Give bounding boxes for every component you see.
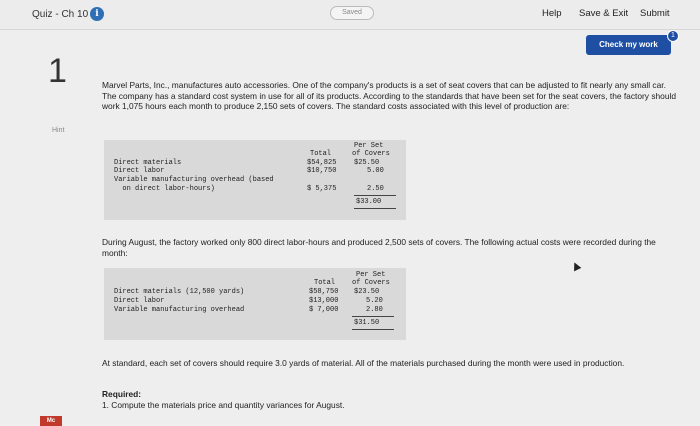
required-item: 1. Compute the materials price and quantity variances for August. [102, 399, 345, 410]
left-rail [0, 30, 88, 426]
help-link[interactable]: Help [542, 8, 562, 19]
required-section [102, 389, 677, 410]
header-of-covers: of Covers [352, 279, 390, 287]
saved-status-badge: Saved [330, 6, 374, 20]
row-per-set: $25.50 [354, 159, 380, 167]
row-total: $ 5,375 [307, 185, 337, 193]
top-bar [0, 0, 700, 30]
row-total: $ 7,000 [309, 306, 339, 314]
total-rule [352, 329, 394, 330]
cursor-arrow-icon [571, 261, 582, 272]
required-heading: Required: [102, 389, 142, 399]
row-label: Direct labor [114, 167, 165, 175]
actual-cost-table [104, 268, 406, 340]
row-total: $13,000 [309, 297, 339, 305]
row-per-set: 5.20 [366, 297, 383, 305]
total-per-set: $31.50 [354, 319, 380, 327]
row-total: $58,750 [309, 288, 339, 296]
row-label: on direct labor-hours) [114, 185, 215, 193]
subtotal-rule [354, 195, 396, 196]
standard-cost-table [104, 140, 406, 220]
mc-logo: Mc [40, 416, 62, 426]
row-label: Direct labor [114, 297, 165, 305]
standard-paragraph: At standard, each set of covers should require 3.0 yards of material. All of the materials purchased during the month were used in production. [102, 358, 625, 368]
check-count-badge: 1 [667, 30, 679, 42]
total-rule [354, 208, 396, 209]
hint-link[interactable]: Hint [52, 127, 65, 134]
header-total: Total [314, 279, 336, 287]
row-label: Variable manufacturing overhead (based [114, 176, 274, 184]
submit-link[interactable]: Submit [640, 8, 670, 19]
row-per-set: 2.80 [366, 306, 383, 314]
header-total: Total [310, 150, 332, 158]
header-per-set: Per Set [356, 271, 386, 279]
header-per-set: Per Set [354, 142, 384, 150]
row-per-set: 2.50 [367, 185, 384, 193]
info-icon[interactable]: i [90, 7, 104, 21]
august-paragraph: During August, the factory worked only 800 direct labor-hours and produced 2,500 sets of covers. The following actual costs were recorded during the month: [102, 237, 656, 258]
row-total: $54,825 [307, 159, 337, 167]
header-of-covers: of Covers [352, 150, 390, 158]
subtotal-rule [352, 316, 394, 317]
save-exit-link[interactable]: Save & Exit [579, 8, 629, 19]
row-label: Direct materials (12,500 yards) [114, 288, 245, 296]
row-label: Variable manufacturing overhead [114, 306, 245, 314]
quiz-title: Quiz - Ch 10 [32, 9, 89, 20]
question-intro: Marvel Parts, Inc., manufactures auto accessories. One of the company's products is a set of seat covers that can be adjusted to fit nearly any small car. The company has a standard cost system in use for all of its products. According to the standards that have been set for the seat covers, the factory should work 1,075 hours each month to produce 2,150 sets of covers. The standard costs associated with this level of production are: [102, 80, 676, 111]
row-per-set: 5.00 [367, 167, 384, 175]
total-per-set: $33.00 [356, 198, 382, 206]
question-number: 1 [48, 52, 67, 90]
row-label: Direct materials [114, 159, 182, 167]
row-per-set: $23.50 [354, 288, 380, 296]
row-total: $10,750 [307, 167, 337, 175]
check-my-work-button[interactable]: Check my work [586, 35, 671, 55]
